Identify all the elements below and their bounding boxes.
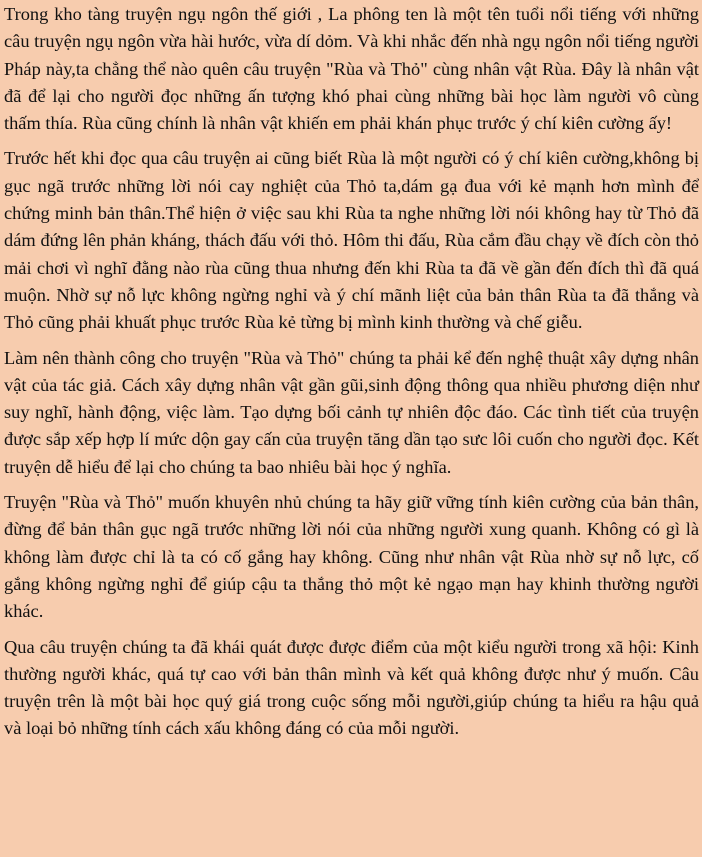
paragraph-1: Trong kho tàng truyện ngụ ngôn thế giới , La phông ten là một tên tuổi nổi tiếng với những câu truyện ngụ ngôn vừa hài hước, vừa dí dỏm. Và khi nhắc đến nhà ngụ ngôn nổi tiếng người Pháp này,ta chẳng thể nào quên câu truyện "Rùa và Thỏ" cùng nhân vật Rùa. Đây là nhân vật đã để lại cho người đọc những ấn tượng khó phai cùng những bài học làm người vô cùng thấm thía. Rùa cũng chính là nhân vật khiến em phải khán phục trước ý chí kiên cường ấy! xyxy=(4,4,699,134)
paragraph-2: Trước hết khi đọc qua câu truyện ai cũng biết Rùa là một người có ý chí kiên cường,không bị gục ngã trước những lời nói cay nghiệt của Thỏ ta,dám gạ đua với kẻ mạnh hơn mình để chứng minh bản thân.Thể hiện ở việc sau khi Rùa ta nghe những lời nói không hay từ Thỏ đã dám đứng lên phản kháng, thách đấu với thỏ. Hôm thi đấu, Rùa cắm đầu chạy về đích còn thỏ mải chơi vì nghĩ đằng nào rùa cũng thua nhưng đến khi Rùa ta đã về gần đến đích thì đã quá muộn. Nhờ sự nỗ lực không ngừng nghỉ và ý chí mãnh liệt của bản thân Rùa ta đã thắng và Thỏ cũng phải khuất phục trước Rùa kẻ từng bị mình kinh thường và chế giễu. xyxy=(4,148,699,333)
paragraph-4: Truyện "Rùa và Thỏ" muốn khuyên nhủ chúng ta hãy giữ vững tính kiên cường của bản thân, đừng để bản thân gục ngã trước những lời nói của những người xung quanh. Không có gì là không làm được chỉ là ta có cố gắng hay không. Cũng như nhân vật Rùa nhờ sự nỗ lực, cố gắng không ngừng nghỉ để giúp cậu ta thắng thỏ một kẻ ngạo mạn hay khinh thường người khác. xyxy=(4,492,699,622)
paragraph-5: Qua câu truyện chúng ta đã khái quát được được điểm của một kiểu người trong xã hội: Kinh thường người khác, quá tự cao với bản thân mình và kết quả không được như ý muốn. Câu truyện trên là một bài học quý giá trong cuộc sống mỗi người,giúp chúng ta hiểu ra hậu quả và loại bỏ những tính cách xấu không đáng có của mỗi người. xyxy=(4,636,699,739)
paragraph-3: Làm nên thành công cho truyện "Rùa và Thỏ" chúng ta phải kể đến nghệ thuật xây dựng nhân vật của tác giả. Cách xây dựng nhân vật gần gũi,sinh động thông qua nhiều phương diện như suy nghĩ, hành động, việc làm. Tạo dựng bối cảnh tự nhiên độc đáo. Các tình tiết của truyện được sắp xếp hợp lí mức dộn gay cấn của truyện tăng dần tạo sưc lôi cuốn cho người đọc. Kết truyện dễ hiểu để lại cho chúng ta bao nhiêu bài học ý nghĩa. xyxy=(4,347,699,477)
